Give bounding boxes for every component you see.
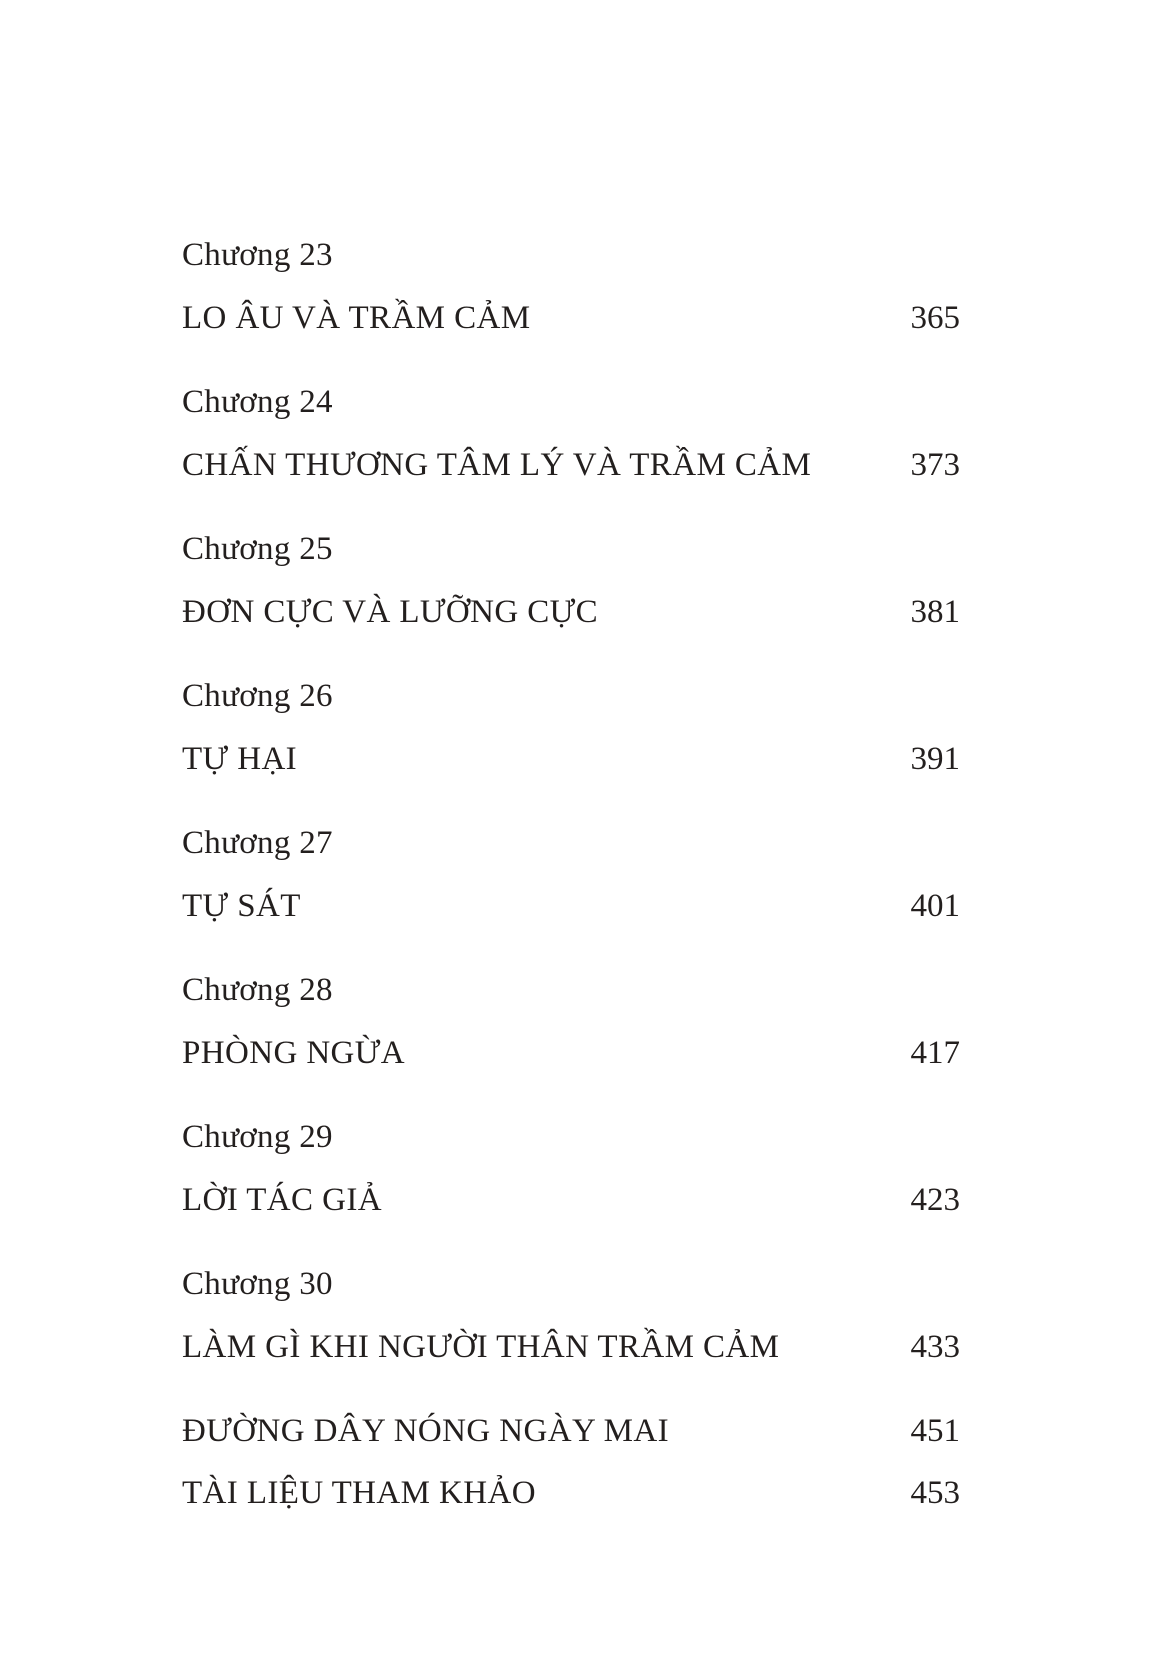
page-number: 453 [910, 1475, 960, 1511]
chapter-title: LỜI TÁC GIẢ [182, 1182, 382, 1218]
toc-entry [182, 1267, 960, 1364]
toc-extra-entry [182, 1476, 960, 1510]
chapter-label: Chương 26 [182, 678, 333, 714]
chapter-title: PHÒNG NGỪA [182, 1035, 406, 1071]
toc-entry [182, 973, 960, 1070]
chapter-label: Chương 27 [182, 825, 333, 861]
page-number: 401 [910, 888, 960, 924]
toc-entry-row [182, 1476, 960, 1510]
section-title: ĐƯỜNG DÂY NÓNG NGÀY MAI [182, 1413, 669, 1449]
chapter-title: TỰ HẠI [182, 741, 298, 777]
page-number: 373 [910, 447, 960, 483]
toc-entry [182, 238, 960, 335]
page-number: 451 [910, 1413, 960, 1449]
chapter-label: Chương 24 [182, 384, 333, 420]
toc-extra-entry [182, 1414, 960, 1448]
page-number: 423 [910, 1182, 960, 1218]
page-number: 417 [910, 1035, 960, 1071]
toc-entry-row [182, 1414, 960, 1448]
chapter-label: Chương 23 [182, 237, 333, 273]
toc-entry-row [182, 595, 960, 629]
toc-entry-row [182, 742, 960, 776]
toc-entry [182, 679, 960, 776]
toc-entry [182, 532, 960, 629]
toc-entry [182, 826, 960, 923]
toc-entry-row [182, 301, 960, 335]
chapter-title: LÀM GÌ KHI NGƯỜI THÂN TRẦM CẢM [182, 1329, 780, 1365]
toc-entry [182, 1120, 960, 1217]
table-of-contents [182, 238, 960, 1510]
toc-entry-row [182, 1036, 960, 1070]
toc-entry [182, 385, 960, 482]
page-number: 391 [910, 741, 960, 777]
page-number: 365 [910, 300, 960, 336]
section-title: TÀI LIỆU THAM KHẢO [182, 1475, 536, 1511]
chapter-title: LO ÂU VÀ TRẦM CẢM [182, 300, 531, 336]
chapter-label: Chương 29 [182, 1119, 333, 1155]
toc-entry-row [182, 448, 960, 482]
toc-entry-row [182, 1330, 960, 1364]
page-number: 433 [910, 1329, 960, 1365]
chapter-title: CHẤN THƯƠNG TÂM LÝ VÀ TRẦM CẢM [182, 447, 812, 483]
toc-entry-row [182, 1183, 960, 1217]
chapter-label: Chương 28 [182, 972, 333, 1008]
chapter-label: Chương 30 [182, 1266, 333, 1302]
chapter-title: ĐƠN CỰC VÀ LƯỠNG CỰC [182, 594, 599, 630]
chapter-title: TỰ SÁT [182, 888, 301, 924]
page-number: 381 [910, 594, 960, 630]
toc-entry-row [182, 889, 960, 923]
chapter-label: Chương 25 [182, 531, 333, 567]
